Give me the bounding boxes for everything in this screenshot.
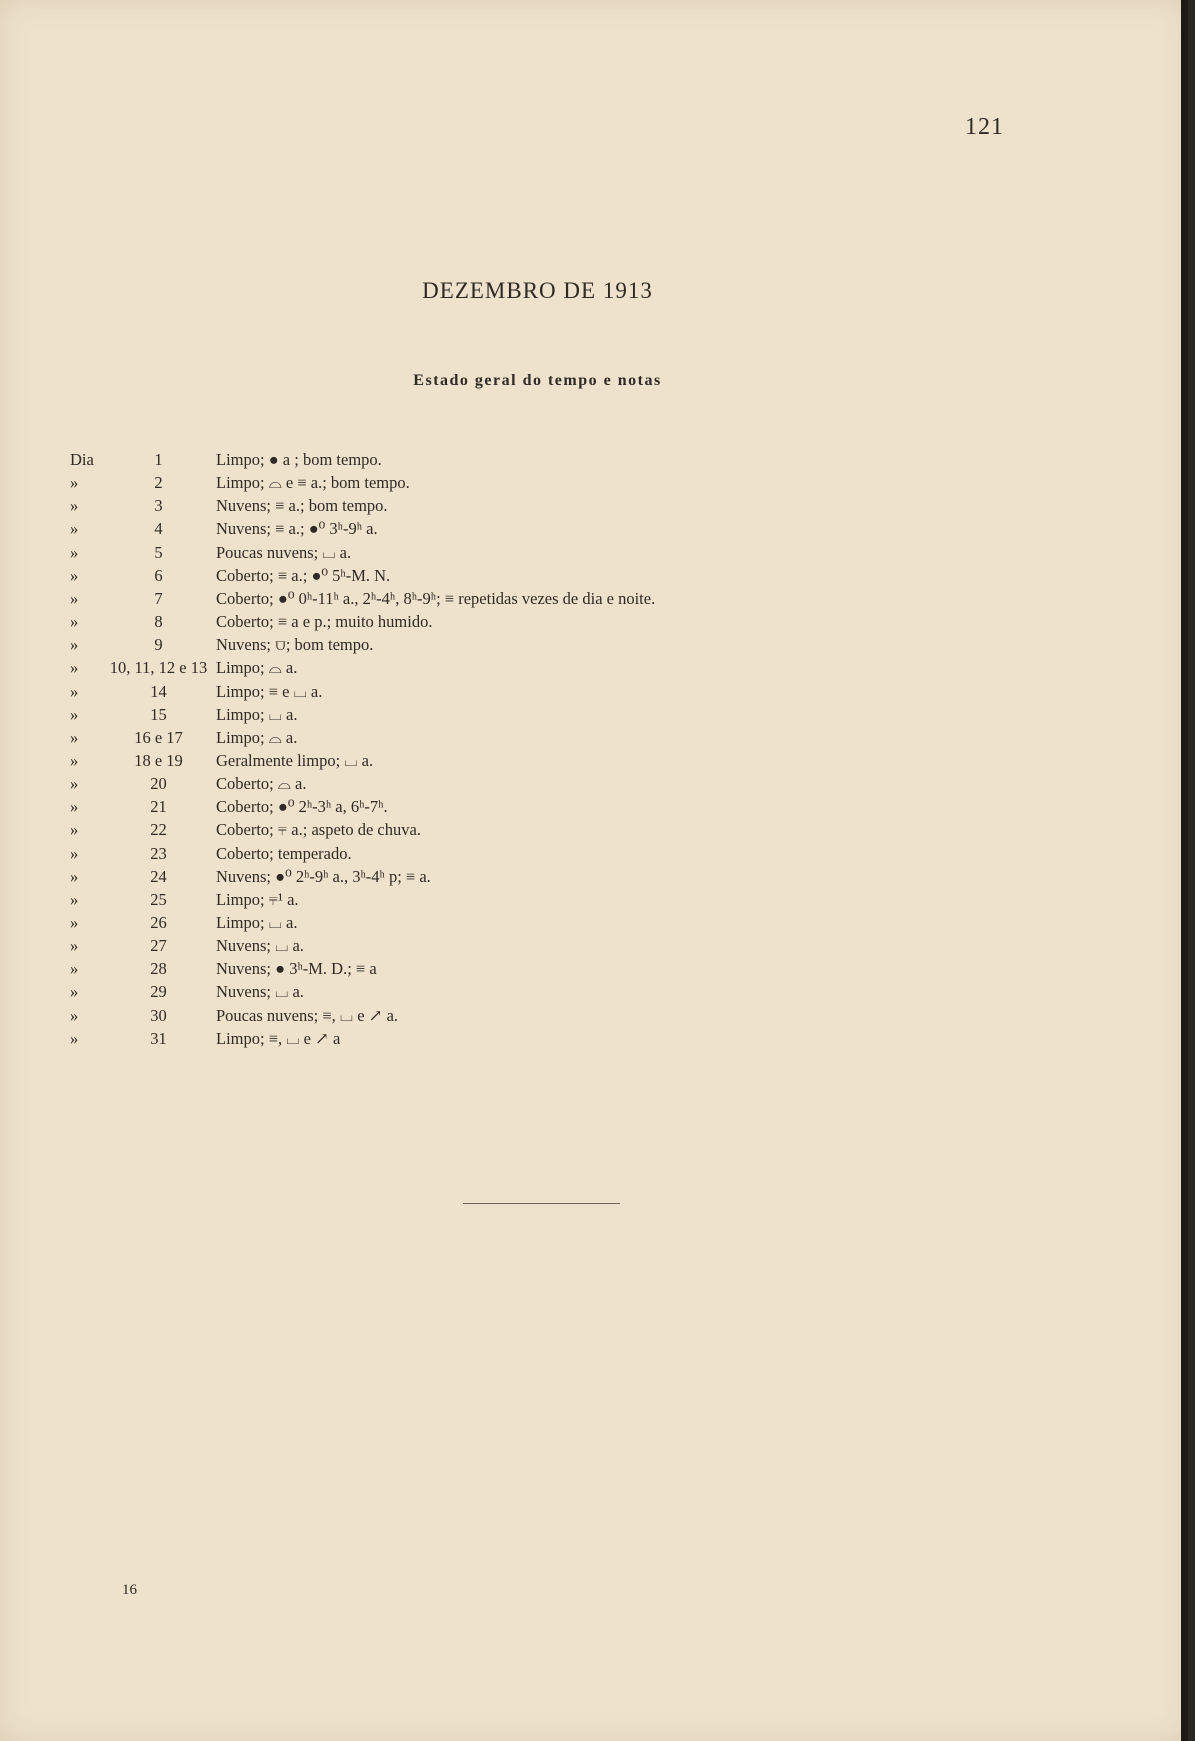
list-item bbox=[0, 587, 1000, 610]
list-item bbox=[0, 517, 1000, 540]
row-note: Nuvens; ⩌; bom tempo. bbox=[216, 635, 374, 655]
row-note: Limpo; ≡, ⌴ e ↗ a bbox=[216, 1028, 341, 1048]
row-label: » bbox=[70, 820, 79, 840]
row-day: 29 bbox=[150, 982, 167, 1002]
row-day: 15 bbox=[150, 704, 167, 724]
list-item bbox=[0, 656, 1000, 679]
row-day: 7 bbox=[154, 588, 163, 608]
list-item bbox=[0, 680, 1000, 703]
row-day: 27 bbox=[150, 936, 167, 956]
book-spine-edge bbox=[1181, 0, 1188, 1741]
row-note: Nuvens; ⌴ a. bbox=[216, 982, 304, 1002]
list-item bbox=[0, 795, 1000, 818]
list-item bbox=[0, 934, 1000, 957]
row-note: Coberto; ≡ a.; ●⁰ 5ʰ-M. N. bbox=[216, 565, 391, 585]
row-label: » bbox=[70, 936, 79, 956]
row-note: Coberto; ≡ a e p.; muito humido. bbox=[216, 612, 433, 632]
list-item bbox=[0, 726, 1000, 749]
list-item bbox=[0, 865, 1000, 888]
list-item bbox=[0, 749, 1000, 772]
row-day: 8 bbox=[154, 612, 163, 632]
list-item bbox=[0, 911, 1000, 934]
printer-signature-mark: 16 bbox=[122, 1582, 137, 1598]
row-label: » bbox=[70, 658, 79, 678]
row-day: 21 bbox=[150, 797, 167, 817]
row-note: Coberto; ⫧ a.; aspeto de chuva. bbox=[216, 820, 421, 840]
row-label: » bbox=[70, 473, 79, 493]
row-note: Coberto; ⌓ a. bbox=[216, 774, 307, 794]
row-label: » bbox=[70, 1005, 79, 1025]
list-item bbox=[0, 703, 1000, 726]
row-note: Limpo; ⫧¹ a. bbox=[216, 889, 299, 909]
list-item bbox=[0, 541, 1000, 564]
row-label: » bbox=[70, 1028, 79, 1048]
row-note: Nuvens; ⌴ a. bbox=[216, 936, 304, 956]
page-title: DEZEMBRO DE 1913 bbox=[422, 278, 653, 303]
row-label: » bbox=[70, 889, 79, 909]
row-note: Nuvens; ● 3ʰ-M. D.; ≡ a bbox=[216, 959, 377, 979]
row-label: » bbox=[70, 681, 79, 701]
row-label: » bbox=[70, 496, 79, 516]
row-day: 1 bbox=[154, 450, 163, 469]
row-day: 24 bbox=[150, 866, 167, 886]
row-note: Limpo; ≡ e ⌴ a. bbox=[216, 681, 323, 701]
row-note: Limpo; ⌓ e ≡ a.; bom tempo. bbox=[216, 473, 410, 493]
row-day: 14 bbox=[150, 681, 167, 701]
row-label: » bbox=[70, 519, 79, 539]
row-label: » bbox=[70, 542, 79, 562]
list-item bbox=[0, 842, 1000, 865]
row-day: 22 bbox=[150, 820, 167, 840]
row-day: 31 bbox=[150, 1028, 167, 1048]
section-subtitle: Estado geral do tempo e notas bbox=[413, 372, 662, 389]
row-day: 9 bbox=[154, 635, 163, 655]
row-note: Coberto; ●⁰ 2ʰ-3ʰ a, 6ʰ-7ʰ. bbox=[216, 797, 388, 817]
row-label: » bbox=[70, 565, 79, 585]
row-label: » bbox=[70, 727, 79, 747]
row-day: 30 bbox=[150, 1005, 167, 1025]
row-day: 5 bbox=[154, 542, 163, 562]
row-note: Poucas nuvens; ⌴ a. bbox=[216, 542, 352, 562]
row-note: Limpo; ● a ; bom tempo. bbox=[216, 450, 382, 469]
row-note: Limpo; ⌴ a. bbox=[216, 704, 298, 724]
row-day: 3 bbox=[154, 496, 163, 516]
row-label: » bbox=[70, 704, 79, 724]
row-note: Nuvens; ≡ a.; ●⁰ 3ʰ-9ʰ a. bbox=[216, 519, 378, 539]
row-label: Dia bbox=[70, 450, 94, 469]
row-day: 26 bbox=[150, 913, 167, 932]
row-label: » bbox=[70, 588, 79, 608]
row-day: 25 bbox=[150, 889, 167, 909]
row-day: 16 e 17 bbox=[134, 727, 183, 747]
row-note: Coberto; temperado. bbox=[216, 843, 352, 863]
row-label: » bbox=[70, 774, 79, 794]
row-day: 4 bbox=[154, 519, 163, 539]
row-day: 28 bbox=[150, 959, 167, 979]
row-day: 18 e 19 bbox=[134, 750, 183, 770]
list-item bbox=[0, 494, 1000, 517]
list-item bbox=[0, 633, 1000, 656]
row-label: » bbox=[70, 959, 79, 979]
list-item bbox=[0, 772, 1000, 795]
list-item bbox=[0, 448, 1000, 471]
page-number: 121 bbox=[965, 114, 1004, 140]
row-day: 6 bbox=[154, 565, 163, 585]
row-note: Poucas nuvens; ≡, ⌴ e ↗ a. bbox=[216, 1005, 399, 1025]
row-label: » bbox=[70, 913, 79, 932]
list-item bbox=[0, 1027, 1000, 1050]
row-label: » bbox=[70, 635, 79, 655]
row-label: » bbox=[70, 612, 79, 632]
list-item bbox=[0, 888, 1000, 911]
list-item bbox=[0, 1004, 1000, 1027]
row-note: Limpo; ⌴ a. bbox=[216, 913, 298, 932]
row-note: Limpo; ⌓ a. bbox=[216, 658, 298, 678]
row-label: » bbox=[70, 750, 79, 770]
row-note: Geralmente limpo; ⌴ a. bbox=[216, 750, 374, 770]
row-day: 10, 11, 12 e 13 bbox=[109, 658, 208, 678]
list-item bbox=[0, 957, 1000, 980]
section-divider bbox=[463, 1203, 620, 1204]
list-item bbox=[0, 818, 1000, 841]
row-day: 2 bbox=[154, 473, 163, 493]
row-label: » bbox=[70, 797, 79, 817]
row-label: » bbox=[70, 843, 79, 863]
row-label: » bbox=[70, 982, 79, 1002]
row-label: » bbox=[70, 866, 79, 886]
list-item bbox=[0, 610, 1000, 633]
list-item bbox=[0, 980, 1000, 1003]
row-note: Limpo; ⌓ a. bbox=[216, 727, 298, 747]
list-item bbox=[0, 564, 1000, 587]
row-note: Coberto; ●⁰ 0ʰ-11ʰ a., 2ʰ-4ʰ, 8ʰ-9ʰ; ≡ repetidas vezes de dia e noite. bbox=[216, 588, 656, 608]
row-day: 20 bbox=[150, 774, 167, 794]
list-item bbox=[0, 471, 1000, 494]
row-note: Nuvens; ≡ a.; bom tempo. bbox=[216, 496, 388, 516]
row-note: Nuvens; ●⁰ 2ʰ-9ʰ a., 3ʰ-4ʰ p; ≡ a. bbox=[216, 866, 431, 886]
row-day: 23 bbox=[150, 843, 167, 863]
